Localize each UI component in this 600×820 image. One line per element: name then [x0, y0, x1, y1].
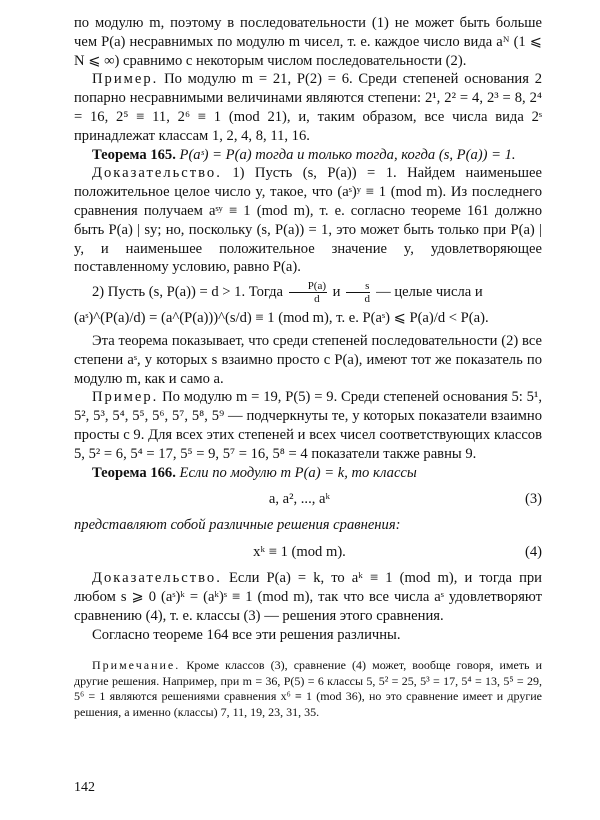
proof-2-c: — целые числа и [376, 284, 483, 300]
paragraph-last: Согласно теореме 164 все эти решения различны. [92, 626, 401, 643]
fraction-s-over-d [346, 280, 370, 305]
example-1 [74, 70, 542, 145]
proof-2 [74, 280, 542, 305]
example-2-label: Пример. [92, 389, 159, 406]
proof-1-text: 1) Пусть (s, P(a)) = 1. Найдем наименьшее положительное целое число y, такое, что (aˢ)ʸ ≡ 1 (mod m). Из последнего сравнения получаем aˢʸ ≡ 1 (mod m), т. е. согласно теореме 161 должно быть P(a) | sy; но, поскольку (s, P(a)) = 1, это может быть только при P(a) | y, и наименьшее положительное значение y, удовлетворяющее поставленному условию, равно P(a). [74, 165, 542, 276]
fraction-numerator: P(a) [289, 280, 327, 293]
proof-1-label: Доказательство. [92, 165, 222, 182]
example-2 [74, 388, 542, 463]
footnote-label: Примечание. [92, 658, 181, 673]
theorem-166-label: Теорема 166. [92, 464, 176, 481]
equation-3-body: a, a², ..., aᵏ [268, 491, 331, 508]
theorem-165-label: Теорема 165. [92, 146, 176, 163]
example-1-text: По модулю m = 21, P(2) = 6. Среди степеней основания 2 попарно несравнимыми величинами являются степени: 2¹, 2² = 4, 2³ = 8, 2⁴ = 16, 2⁵ ≡ 11, 2⁶ ≡ 1 (mod 21), и, таким образом, все числа вида 2ˢ принадлежат классам 1, 2, 4, 8, 11, 16. [74, 71, 542, 144]
proof-1 [74, 164, 542, 277]
proof-3-label: Доказательство. [92, 570, 222, 587]
page-body [74, 14, 542, 720]
paragraph-theorem-shows: Эта теорема показывает, что среди степеней последовательности (2) все степени aˢ, у которых s взаимно просто с P(a), имеют тот же показатель по модулю m, как и само a. [74, 332, 542, 387]
theorem-165 [74, 146, 542, 165]
proof-2-a: 2) Пусть (s, P(a)) = d > 1. Тогда [92, 284, 284, 300]
paragraph-intro: по модулю m, поэтому в последовательности (1) не может быть больше чем P(a) несравнимых по модулю m чисел, т. е. каждое число вида aᴺ (1 ⩽ N ⩽ ∞) сравнимо с некоторым числом последовательности (2). [74, 15, 542, 69]
theorem-165-text: P(aˢ) = P(a) тогда и только тогда, когда (s, P(a)) = 1. [175, 146, 516, 163]
equation-3 [74, 488, 542, 510]
equation-4 [74, 541, 542, 563]
fraction-denominator: d [364, 293, 371, 306]
page-number: 142 [74, 780, 95, 795]
footnote [74, 658, 542, 720]
proof-2-b: и [332, 284, 341, 300]
theorem-166-continuation: представляют собой различные решения сравнения: [74, 517, 401, 534]
equation-4-body: xᵏ ≡ 1 (mod m). [253, 544, 346, 561]
proof-2-formula: (aˢ)^(P(a)/d) = (a^(P(a)))^(s/d) ≡ 1 (mod m), т. е. P(aˢ) ⩽ P(a)/d < P(a). [74, 310, 489, 327]
fraction-pa-over-d [289, 280, 327, 305]
theorem-166-text: Если по модулю m P(a) = k, то классы [175, 464, 417, 481]
example-2-text: По модулю m = 19, P(5) = 9. Среди степеней основания 5: 5¹, 5², 5³, 5⁴, 5⁵, 5⁶, 5⁷, 5⁸, 5⁹ — подчеркнуты те, у которых показатели взаимно просты с 9. Для всех этих степеней и всех чисел соответствующих классов 5, 5² = 6, 5⁴ = 17, 5⁵ = 9, 5⁷ = 16, 5⁸ = 4 показатели также равны 9. [74, 389, 542, 462]
fraction-denominator: d [314, 293, 320, 306]
theorem-166 [74, 464, 542, 483]
fraction-numerator: s [346, 280, 370, 293]
equation-4-number: (4) [524, 544, 542, 561]
example-1-label: Пример. [92, 71, 159, 88]
proof-3 [74, 569, 542, 625]
equation-3-number: (3) [524, 491, 542, 508]
proof-3-text: Если P(a) = k, то aᵏ ≡ 1 (mod m), и тогда при любом s ⩾ 0 (aˢ)ᵏ = (aᵏ)ˢ ≡ 1 (mod m), так что все числа aˢ удовлетворяют сравнению (4), т. е. классы (3) — решения этого сравнения. [74, 570, 542, 624]
footnote-text: Кроме классов (3), сравнение (4) может, вообще говоря, иметь и другие решения. Например, при m = 36, P(5) = 6 классы 5, 5² = 25, 5³ = 17, 5⁴ = 13, 5⁵ = 29, 5⁶ = 1 являются решениями сравнения x⁶ ≡ 1 (mod 36), но это сравнение имеет и другие решения, а именно (классы) 7, 11, 19, 23, 31, 35. [74, 658, 542, 719]
